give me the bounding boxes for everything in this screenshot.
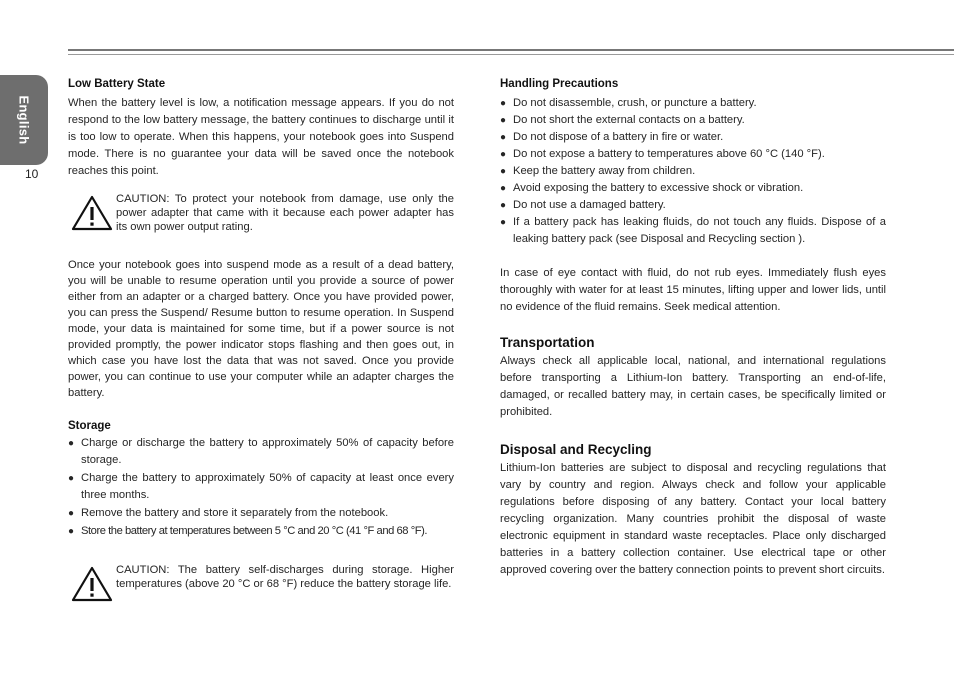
low-battery-body: When the battery level is low, a notification message appears. If you do not respond to the low battery message, the battery continues to discharge until it is too low to operate. When this happens, your notebook goes into Suspend mode. There is no guarantee your data will be saved once the notebook reaches this point.: [68, 97, 454, 177]
handling-list: [500, 95, 886, 248]
transportation-body: Always check all applicable local, national, and international regulations before transporting a Lithium-Ion battery. Transporting an end-of-life, damaged, or recalled battery may, in certain cases, be specifically limited or prohibited.: [500, 355, 886, 418]
caution-text-adapter: CAUTION: To protect your notebook from damage, use only the power adapter that came with it because each power adapter has its own power output rating.: [116, 193, 454, 233]
header-rule-top: [68, 49, 954, 51]
left-column: [68, 77, 454, 591]
handling-item: ● Do not expose a battery to temperatures above 60 °C (140 °F).: [500, 146, 886, 163]
language-tab: [0, 75, 48, 165]
caution-text-storage: CAUTION: The battery self-discharges during storage. Higher temperatures (above 20 °C or 68 °F) reduce the battery storage life.: [116, 564, 454, 590]
warning-icon: [71, 566, 113, 602]
storage-list: [68, 435, 454, 540]
handling-heading: Handling Precautions: [500, 78, 619, 90]
storage-item: ● Store the battery at temperatures between 5 °C and 20 °C (41 °F and 68 °F).: [68, 523, 454, 540]
page-number: 10: [25, 167, 39, 181]
handling-item: ● Do not short the external contacts on a battery.: [500, 112, 886, 129]
transportation-heading: Transportation: [500, 335, 595, 350]
handling-item: ● Avoid exposing the battery to excessive shock or vibration.: [500, 180, 886, 197]
handling-item: ● Do not disassemble, crush, or puncture a battery.: [500, 95, 886, 112]
handling-item: ● Do not dispose of a battery in fire or water.: [500, 129, 886, 146]
suspend-paragraph: Once your notebook goes into suspend mode as a result of a dead battery, you will be unable to resume operation until you provide a source of power either from an adapter or a charged battery. Once you have provided power, you can press the Suspend/ Resume button to resume operation. In Suspend mode, your data is maintained for some time, but if a power source is not provided promptly, the power indicator stops flashing and then goes out, in which case you have lost the data that was not saved. Once you provide power, you can continue to use your computer while an adapter charges the battery.: [68, 259, 454, 399]
storage-heading: Storage: [68, 420, 111, 432]
right-column: [500, 77, 886, 579]
disposal-heading: Disposal and Recycling: [500, 442, 652, 457]
storage-item: ● Charge or discharge the battery to approximately 50% of capacity before storage.: [68, 435, 454, 469]
warning-icon: [71, 195, 113, 231]
language-tab-label: English: [16, 95, 32, 145]
eye-contact-paragraph: In case of eye contact with fluid, do not rub eyes. Immediately flush eyes thoroughly with water for at least 15 minutes, lifting upper and lower lids, until no evidence of the fluid remains. Seek medical attention.: [500, 267, 886, 313]
caution-note-adapter: [68, 192, 454, 234]
handling-item: ● Keep the battery away from children.: [500, 163, 886, 180]
handling-item: ● If a battery pack has leaking fluids, do not touch any fluids. Dispose of a leaking battery pack (see Disposal and Recycling section ).: [500, 214, 886, 248]
header-rule-bottom: [68, 54, 954, 55]
caution-note-storage: [68, 563, 454, 591]
storage-item: ● Charge the battery to approximately 50% of capacity at least once every three months.: [68, 470, 454, 504]
storage-item: ● Remove the battery and store it separately from the notebook.: [68, 505, 454, 522]
handling-item: ● Do not use a damaged battery.: [500, 197, 886, 214]
low-battery-heading: Low Battery State: [68, 78, 166, 90]
disposal-body: Lithium-Ion batteries are subject to disposal and recycling regulations that vary by country and region. Always check and follow your applicable regulations before disposing of any battery. Contact your local battery recycling organization. Many countries prohibit the disposal of waste electronic equipment in standard waste receptacles. Place only discharged batteries in a battery collection container. Use electrical tape or other approved covering over the battery connection points to prevent short circuits.: [500, 462, 886, 576]
